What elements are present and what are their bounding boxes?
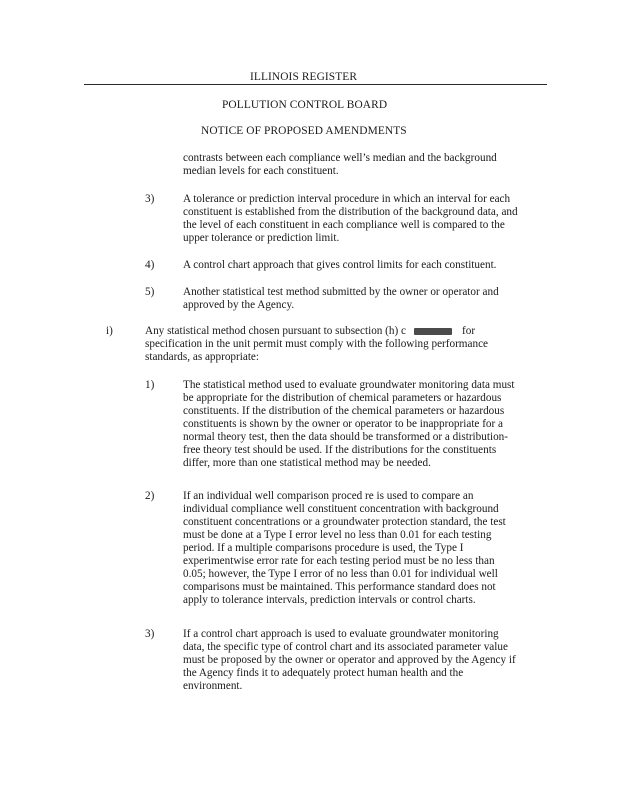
item-number: 1) (145, 379, 155, 391)
section-label: i) (106, 325, 113, 337)
redaction-mark (414, 328, 452, 335)
continuation-paragraph: contrasts between each compliance well’s median and the background median levels for each constituent. (183, 152, 497, 177)
item-text: A control chart approach that gives control limits for each constituent. (183, 259, 497, 271)
item-number: 3) (145, 628, 155, 640)
section-paragraph (145, 325, 540, 364)
item-text: If a control chart approach is used to evaluate groundwater monitoring data, the specific type of control chart and its associated parameter value must be proposed by the owner or operator and approved by the Agency if the Agency finds it to adequately protect human health and the environment. (183, 628, 516, 692)
register-title: ILLINOIS REGISTER (250, 71, 358, 83)
item-number: 5) (145, 286, 155, 298)
item-text: If an individual well comparison proced re is used to compare an individual compliance well constituent concentration with background constituent concentrations or a groundwater protection standard, the test must be done at a Type I error level no less than 0.01 for each testing period. If a multiple comparisons procedure is used, the Type I experimentwise error rate for each testing period must be no less than 0.05; however, the Type I error of no less than 0.01 for individual well comparisons must be maintained. This performance standard does not apply to tolerance intervals, prediction intervals or control charts. (183, 490, 506, 606)
header-rule (84, 84, 547, 85)
notice-title: NOTICE OF PROPOSED AMENDMENTS (201, 125, 407, 137)
item-number: 4) (145, 259, 155, 271)
item-text: The statistical method used to evaluate groundwater monitoring data must be appropriate for the distribution of chemical parameters or hazardous constituents. If the distribution of the chemical parameters or hazardous constituents is shown by the owner or operator to be inappropriate for a normal theory test, then the data should be transformed or a distribution- free theory test should be used. If the distributions for the constituents differ, more than one statistical method may be needed. (183, 379, 515, 469)
item-number: 2) (145, 490, 155, 502)
item-text: Another statistical test method submitted by the owner or operator and approved by the Agency. (183, 286, 499, 311)
section-text-after: for specification in the unit permit must comply with the following performance standards, as appropriate: (145, 325, 488, 363)
section-text-before: Any statistical method chosen pursuant to subsection (h) c (145, 325, 406, 337)
item-text: A tolerance or prediction interval procedure in which an interval for each constituent is established from the distribution of the background data, and the level of each constituent in each compliance well is compared to the upper tolerance or prediction limit. (183, 193, 518, 244)
board-title: POLLUTION CONTROL BOARD (222, 99, 388, 111)
item-number: 3) (145, 193, 155, 205)
